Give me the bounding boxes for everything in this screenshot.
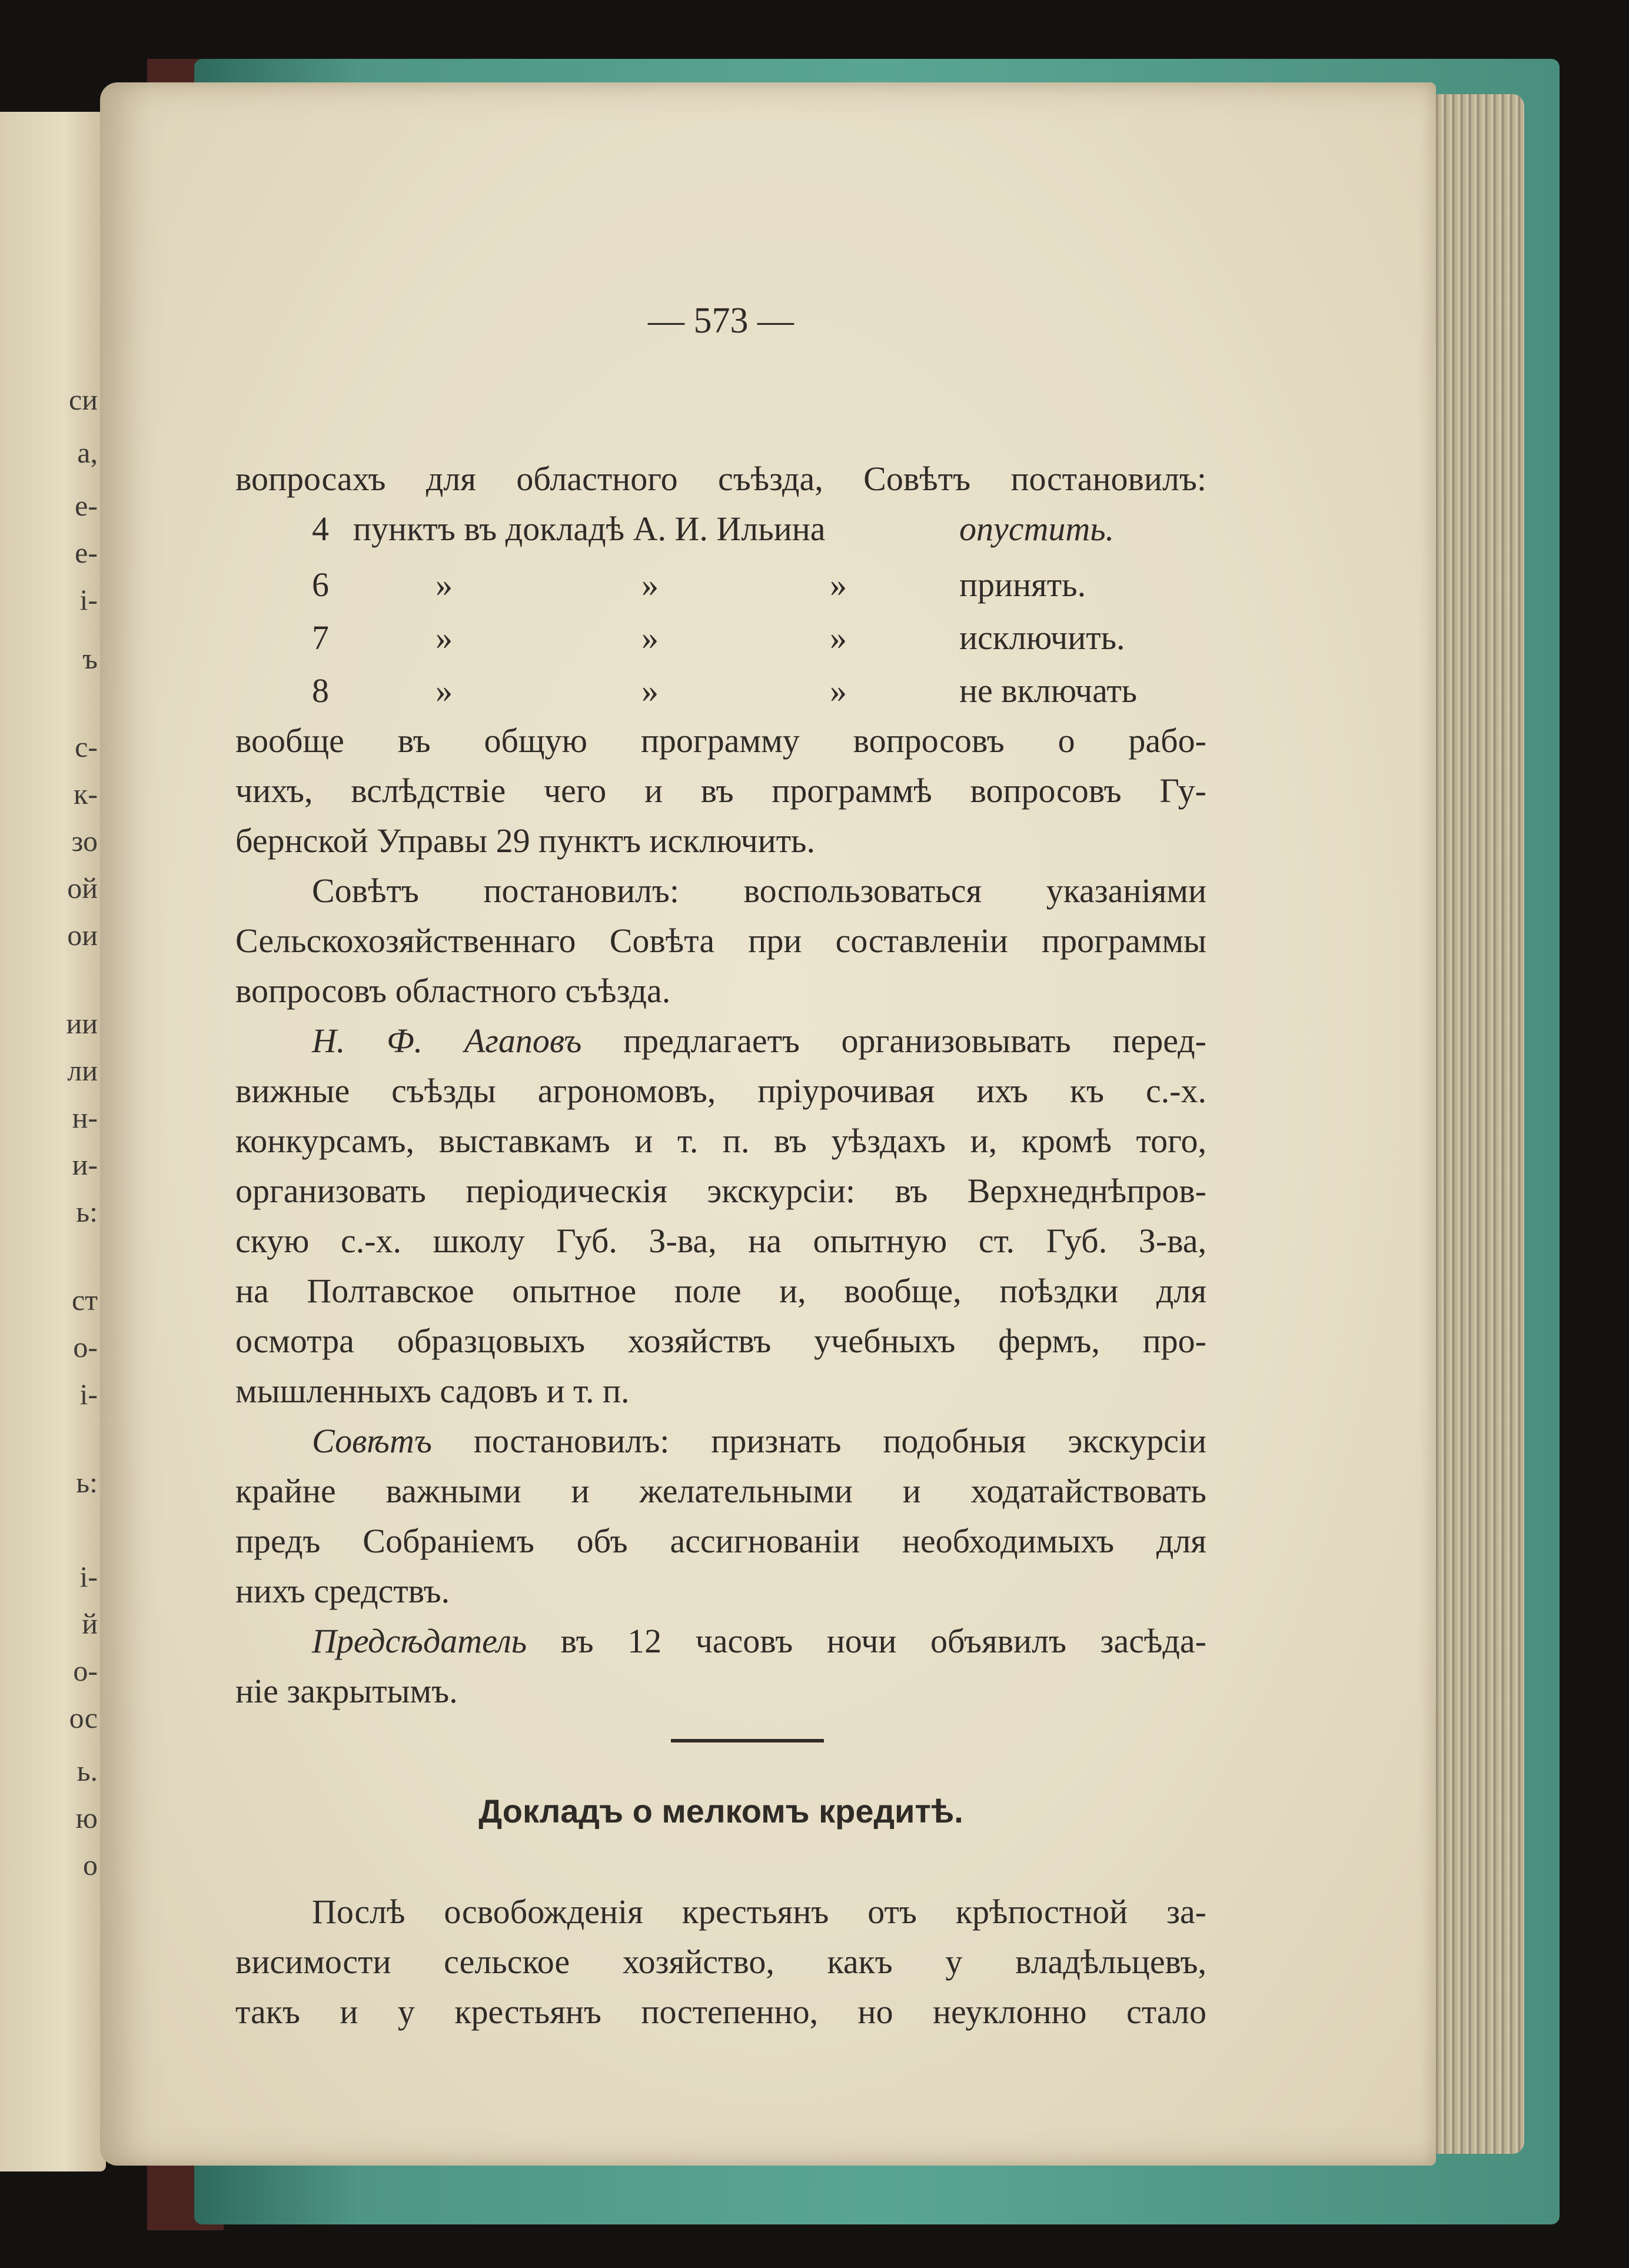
ditto-mark: » — [435, 566, 453, 604]
text-line: такъ и у крестьянъ постепенно, но неуклонно стало — [235, 1993, 1206, 2031]
ditto-mark: » — [641, 671, 659, 710]
facing-page-fragment: о- — [73, 1331, 98, 1364]
facing-page-fragment: ст — [71, 1283, 98, 1316]
ditto-mark: » — [641, 566, 659, 604]
facing-page-fragment: ии — [66, 1007, 98, 1040]
facing-page-edge — [0, 112, 106, 2171]
facing-page-fragment: і- — [79, 1378, 98, 1411]
text-line: Послѣ освобожденія крестьянъ отъ крѣпостной за- — [312, 1893, 1206, 1931]
table-row — [235, 618, 1206, 665]
table-row — [235, 565, 1206, 612]
text-fragment: постановилъ: признать подобныя экскурсіи — [473, 1422, 1206, 1460]
facing-page-fragment: ь: — [76, 1195, 98, 1228]
facing-page-fragment: ю — [75, 1801, 98, 1834]
row-number: 8 — [312, 671, 329, 710]
text-line: вообще въ общую программу вопросовъ о рабо- — [235, 721, 1206, 760]
ditto-mark: » — [830, 618, 847, 657]
facing-page-fragment: е- — [75, 489, 98, 522]
facing-page-fragment: си — [69, 383, 98, 416]
ditto-mark: » — [435, 618, 453, 657]
row-number: 4 — [312, 510, 329, 548]
ditto-mark: » — [830, 566, 847, 604]
table-row — [235, 671, 1206, 718]
row-action: принять. — [959, 566, 1086, 604]
speaker-name: Предсѣдатель — [312, 1622, 527, 1660]
text-line: осмотра образцовыхъ хозяйствъ учебныхъ фермъ, про- — [235, 1322, 1206, 1360]
text-line: вопросовъ областного съѣзда. — [235, 972, 671, 1010]
facing-page-fragment: ои — [67, 919, 98, 952]
facing-page-fragment: й — [82, 1607, 98, 1640]
facing-page-fragment: ь: — [76, 1466, 98, 1499]
facing-page-fragment: ли — [67, 1054, 98, 1087]
text-line: Совѣтъ постановилъ: воспользоваться указаніями — [312, 872, 1206, 910]
row-action: исключить. — [959, 618, 1125, 657]
facing-page-fragment: ой — [67, 872, 98, 904]
book-page — [100, 82, 1436, 2166]
row-number: 6 — [312, 566, 329, 604]
text-line: вопросахъ для областного съѣзда, Совѣтъ постановилъ: — [235, 460, 1206, 498]
ditto-mark: » — [830, 671, 847, 710]
text-line: скую с.-х. школу Губ. З-ва, на опытную ст. Губ. З-ва, — [235, 1222, 1206, 1260]
row-action: опустить. — [959, 510, 1115, 548]
row-number: 7 — [312, 618, 329, 657]
section-heading: Докладъ о мелкомъ кредитѣ. — [478, 1793, 963, 1830]
facing-page-fragment: е- — [75, 536, 98, 569]
text-line: вижные съѣзды агрономовъ, пріурочивая ихъ къ с.-х. — [235, 1072, 1206, 1110]
section-divider — [671, 1739, 824, 1742]
facing-page-fragment: і- — [79, 1560, 98, 1593]
facing-page-fragment: о — [83, 1848, 98, 1881]
facing-page-fragment: с- — [75, 730, 98, 763]
facing-page-fragment: ь. — [77, 1754, 98, 1787]
text-line: Сельскохозяйственнаго Совѣта при составленіи программы — [235, 922, 1206, 960]
text-line — [312, 1621, 1206, 1661]
text-line: конкурсамъ, выставкамъ и т. п. въ уѣздахъ и, кромѣ того, — [235, 1122, 1206, 1160]
table-row — [235, 509, 1206, 556]
facing-page-fragment: и- — [72, 1148, 98, 1181]
speaker-name: Н. Ф. Агаповъ — [312, 1022, 582, 1060]
row-text: пунктъ въ докладѣ А. И. Ильина — [353, 510, 826, 548]
text-line: ніе закрытымъ. — [235, 1672, 458, 1710]
text-line: мышленныхъ садовъ и т. п. — [235, 1372, 630, 1410]
text-line: нихъ средствъ. — [235, 1572, 450, 1610]
facing-page-fragment: н- — [72, 1101, 98, 1134]
facing-page-fragment: і- — [79, 583, 98, 616]
text-line: крайне важными и желательными и ходатайствовать — [235, 1472, 1206, 1510]
facing-page-fragment: а, — [77, 436, 98, 469]
text-line: на Полтавское опытное поле и, вообще, поѣздки для — [235, 1272, 1206, 1310]
text-line: предъ Собраніемъ объ ассигнованіи необходимыхъ для — [235, 1522, 1206, 1560]
row-action: не включать — [959, 671, 1138, 710]
facing-page-fragment: ъ — [82, 642, 98, 675]
text-line: висимости сельское хозяйство, какъ у владѣльцевъ, — [235, 1943, 1206, 1981]
text-line: чихъ, вслѣдствіе чего и въ программѣ вопросовъ Гу- — [235, 771, 1206, 810]
text-fragment: въ 12 часовъ ночи объявилъ засѣда- — [560, 1622, 1206, 1660]
ditto-mark: » — [641, 618, 659, 657]
page-number: — 573 — — [648, 301, 794, 341]
facing-page-fragment: ос — [69, 1701, 98, 1734]
facing-page-fragment: зо — [71, 824, 98, 857]
facing-page-fragment: о- — [73, 1654, 98, 1687]
text-line — [312, 1421, 1206, 1461]
facing-page-fragment: к- — [74, 777, 98, 810]
text-fragment: предлагаетъ организовывать перед- — [623, 1022, 1206, 1060]
speaker-name: Совѣтъ — [312, 1422, 432, 1460]
text-line: бернской Управы 29 пунктъ исключить. — [235, 822, 816, 860]
text-line: организовать періодическія экскурсіи: въ Верхнеднѣпров- — [235, 1172, 1206, 1210]
ditto-mark: » — [435, 671, 453, 710]
text-line — [312, 1021, 1206, 1060]
